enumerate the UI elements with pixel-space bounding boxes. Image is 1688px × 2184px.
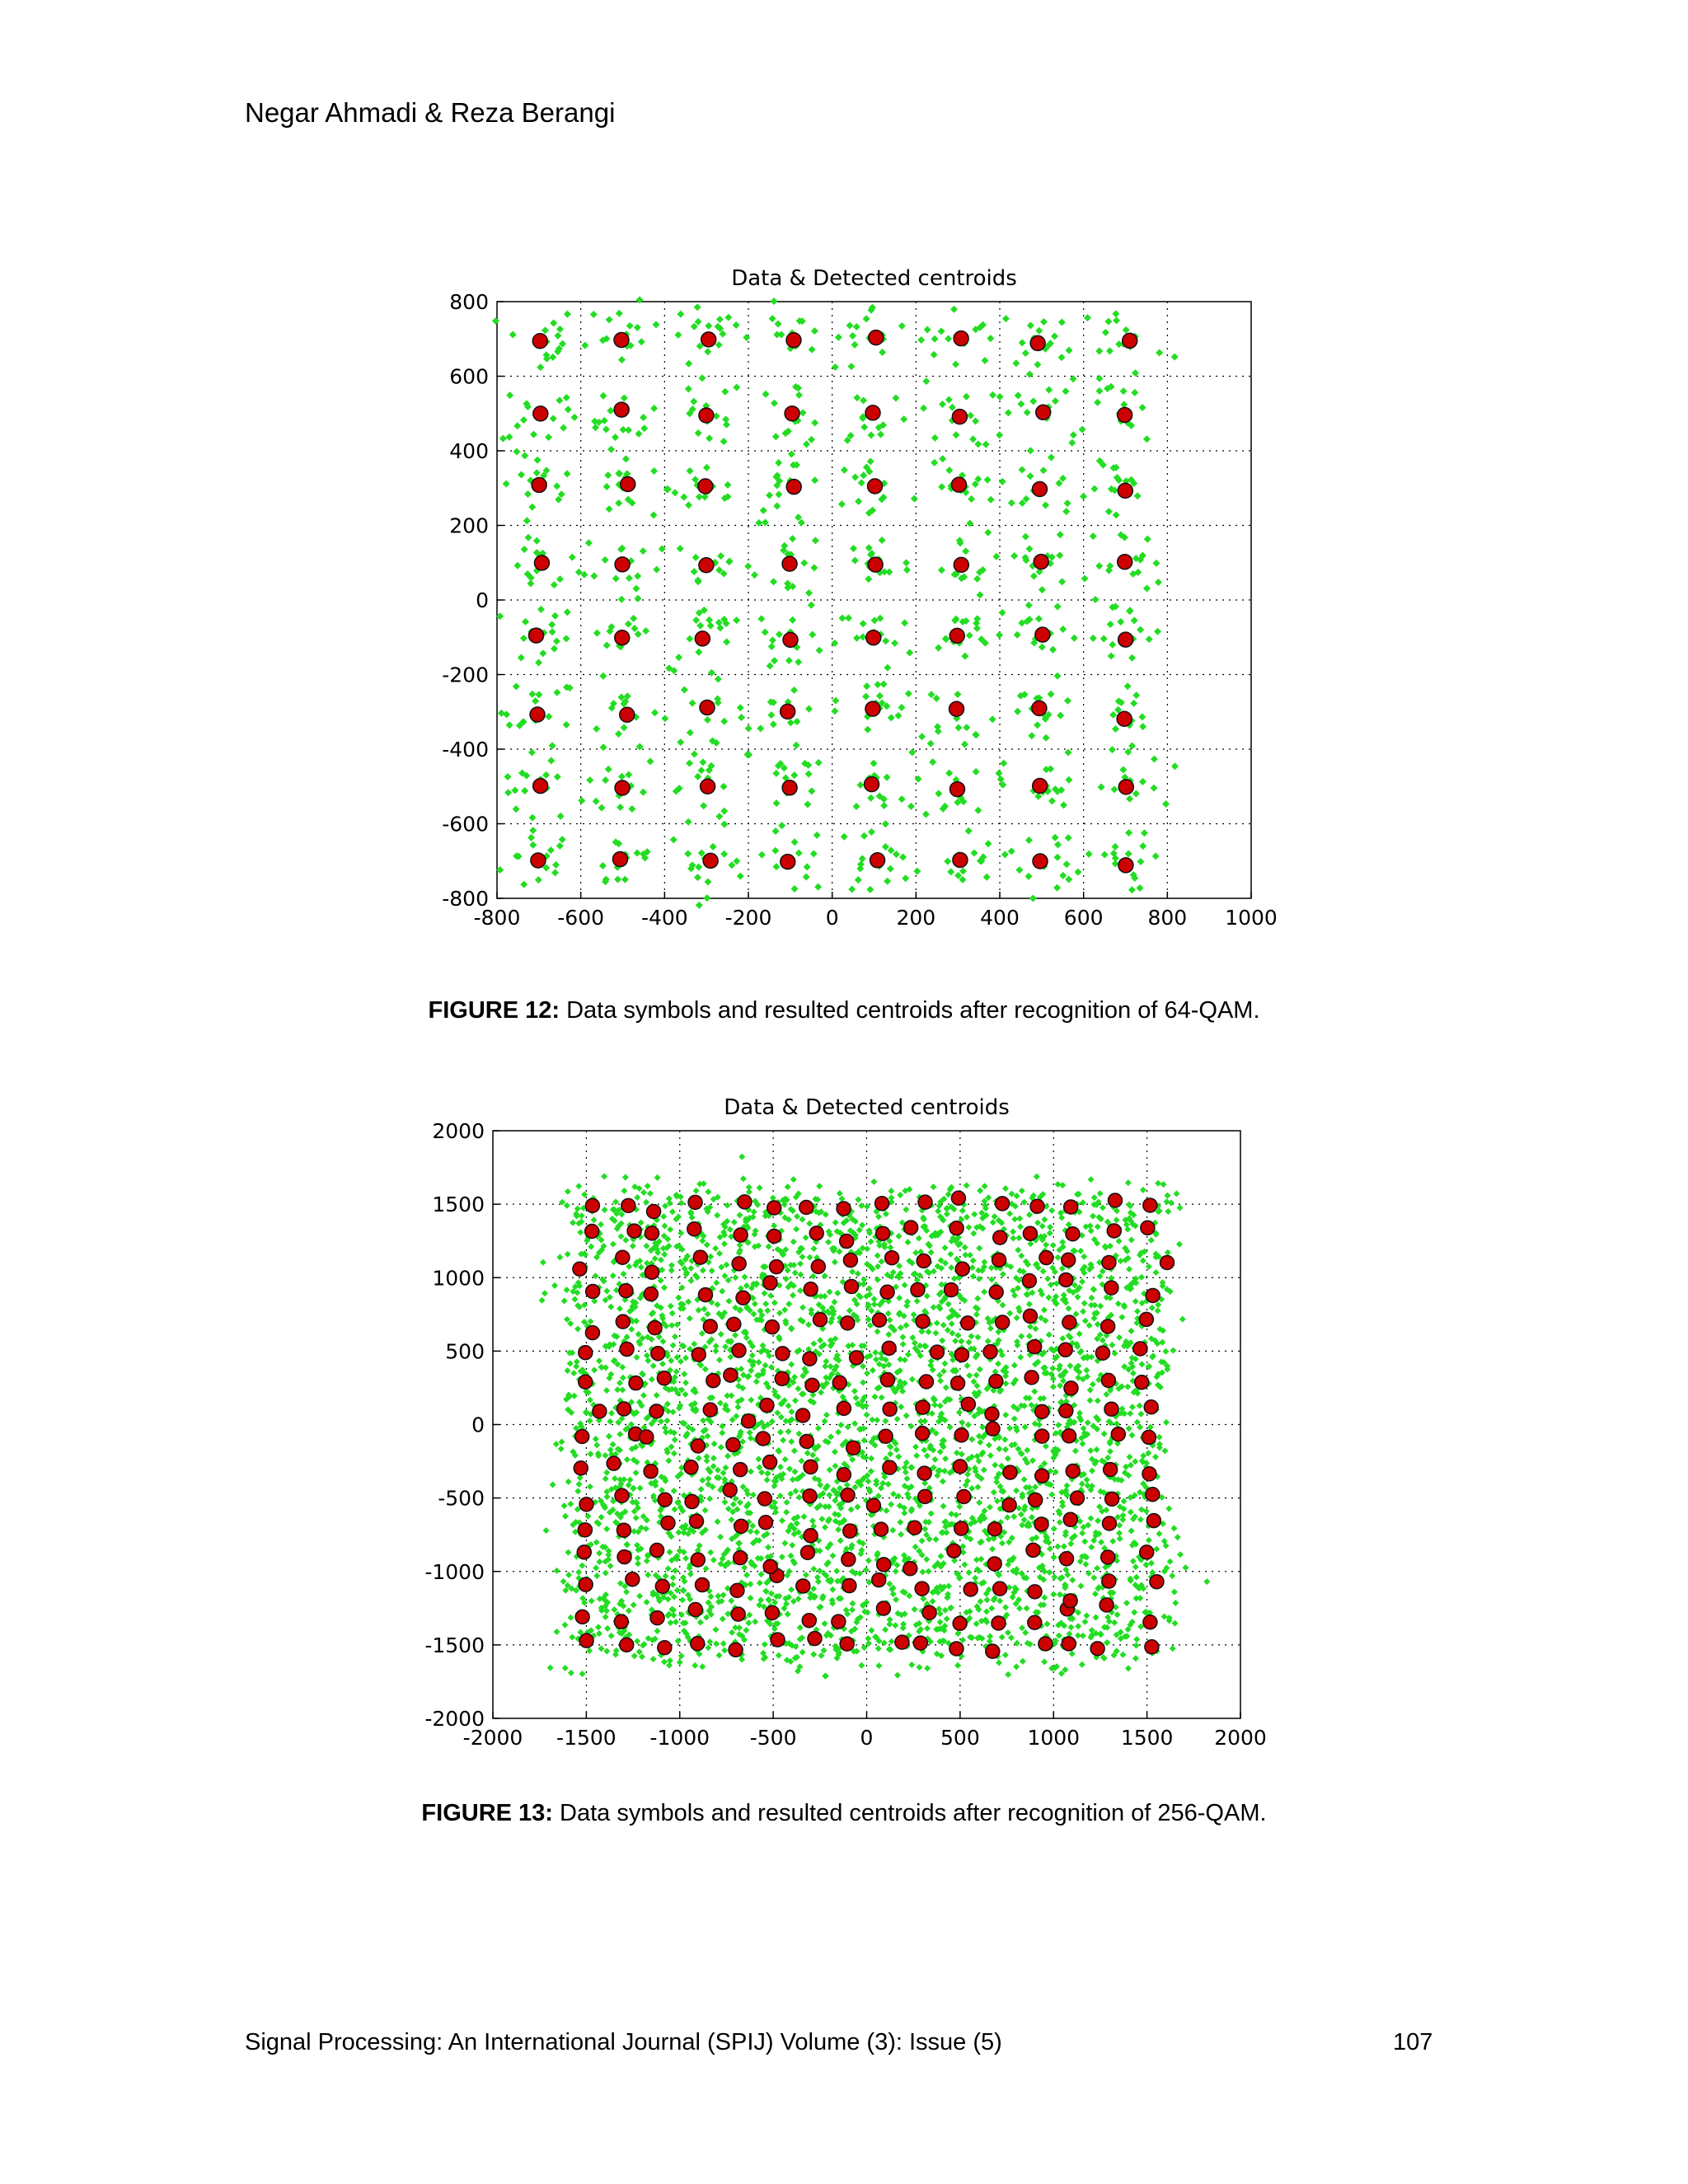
centroid-point	[770, 1260, 784, 1274]
centroid-point	[840, 1637, 854, 1651]
centroid-point	[876, 1226, 890, 1240]
centroid-point	[706, 1374, 720, 1388]
centroid-point	[872, 1573, 886, 1587]
centroid-point	[573, 1262, 587, 1276]
centroid-point	[885, 1251, 899, 1265]
centroid-point	[684, 1460, 698, 1474]
centroid-point	[883, 1460, 897, 1474]
centroid-point	[796, 1579, 810, 1593]
centroid-point	[842, 1579, 856, 1593]
centroid-point	[650, 1544, 664, 1558]
centroid-point	[1002, 1498, 1016, 1512]
centroid-point	[620, 1343, 634, 1357]
y-tick-label: -500	[438, 1486, 485, 1511]
centroid-point	[957, 1489, 971, 1503]
centroid-point	[814, 1313, 828, 1327]
centroid-point	[734, 1519, 748, 1533]
centroid-point	[757, 1492, 771, 1506]
centroid-point	[1035, 1404, 1049, 1418]
centroid-point	[579, 1375, 593, 1389]
x-tick-label: -600	[557, 906, 605, 930]
centroid-point	[661, 1516, 675, 1530]
y-tick-label: 400	[449, 439, 489, 463]
x-tick-label: 600	[1063, 906, 1104, 930]
y-tick-label: 1500	[432, 1193, 485, 1217]
centroid-point	[804, 1529, 818, 1543]
centroid-point	[724, 1368, 738, 1382]
x-tick-label: -800	[473, 906, 521, 930]
centroid-point	[922, 1605, 936, 1619]
centroid-point	[629, 1376, 643, 1390]
centroid-point	[903, 1562, 917, 1576]
centroid-point	[763, 1455, 777, 1469]
centroid-point	[689, 1514, 703, 1528]
centroid-point	[579, 1346, 593, 1360]
centroid-point	[765, 1320, 779, 1334]
centroid-point	[950, 1642, 964, 1656]
centroid-point	[918, 1195, 932, 1209]
centroid-point	[1034, 1517, 1048, 1531]
centroid-point	[837, 1202, 851, 1216]
running-header-author: Negar Ahmadi & Reza Berangi	[245, 97, 616, 128]
y-tick-label: -1000	[424, 1559, 485, 1584]
centroid-point	[658, 1493, 672, 1507]
centroid-point	[1026, 1543, 1040, 1557]
centroid-point	[986, 1644, 1000, 1658]
centroid-point	[732, 1343, 746, 1357]
centroid-point	[627, 1224, 641, 1238]
centroid-point	[876, 1601, 890, 1615]
centroid-point	[1028, 1615, 1042, 1629]
centroid-point	[648, 1321, 662, 1335]
y-tick-label: 200	[449, 513, 489, 538]
centroid-point	[655, 1579, 669, 1593]
x-tick-label: 400	[980, 906, 1020, 930]
centroid-point	[879, 1429, 893, 1443]
centroid-point	[837, 1401, 851, 1415]
y-tick-label: -2000	[424, 1707, 485, 1731]
x-tick-label: 1000	[1225, 906, 1278, 930]
y-tick-label: 600	[449, 364, 489, 389]
centroid-point	[731, 1607, 745, 1621]
centroid-point	[730, 1583, 744, 1597]
centroid-point	[767, 1201, 781, 1215]
centroid-point	[880, 1373, 894, 1387]
centroid-point	[692, 1347, 706, 1361]
centroid-point	[651, 1347, 665, 1361]
y-tick-label: -800	[442, 887, 489, 911]
centroid-point	[585, 1326, 599, 1340]
centroid-point	[916, 1427, 930, 1441]
centroid-point	[658, 1641, 672, 1655]
centroid-point	[913, 1636, 927, 1650]
centroid-point	[832, 1376, 846, 1390]
centroid-point	[771, 1633, 785, 1647]
centroid-point	[844, 1280, 858, 1294]
x-tick-label: -1500	[556, 1726, 617, 1750]
centroid-point	[961, 1316, 975, 1330]
centroid-point	[775, 1371, 789, 1385]
y-tick-label: -200	[442, 663, 489, 687]
centroid-point	[729, 1643, 743, 1657]
centroid-point	[742, 1414, 756, 1428]
centroid-point	[767, 1229, 781, 1243]
centroid-point	[607, 1456, 621, 1470]
centroid-point	[723, 1483, 737, 1497]
centroid-point	[841, 1316, 855, 1330]
x-tick-label: 0	[860, 1726, 874, 1750]
centroid-point	[904, 1221, 918, 1235]
x-tick-label: -400	[640, 906, 688, 930]
centroid-point	[577, 1545, 591, 1559]
centroid-point	[1023, 1226, 1037, 1240]
centroid-point	[916, 1315, 930, 1329]
centroid-point	[950, 1221, 964, 1235]
centroid-point	[691, 1439, 705, 1453]
centroid-point	[954, 1347, 968, 1361]
centroid-point	[760, 1399, 774, 1413]
x-tick-label: -2000	[462, 1726, 523, 1750]
centroid-point	[986, 1422, 1000, 1436]
centroid-point	[1063, 1594, 1077, 1608]
centroid-point	[734, 1551, 748, 1565]
centroid-point	[802, 1614, 816, 1628]
centroid-point	[989, 1374, 1003, 1388]
centroid-point	[803, 1352, 817, 1366]
centroid-point	[875, 1197, 889, 1211]
centroid-point	[698, 1288, 712, 1302]
centroid-point	[734, 1463, 748, 1477]
centroid-point	[626, 1572, 640, 1586]
centroid-point	[575, 1610, 589, 1624]
centroid-point	[685, 1495, 699, 1509]
centroid-point	[804, 1282, 818, 1296]
centroid-point	[776, 1347, 790, 1361]
centroid-point	[808, 1632, 822, 1646]
centroid-point	[987, 1522, 1001, 1536]
centroid-point	[996, 1315, 1010, 1329]
x-tick-label: 1500	[1120, 1726, 1174, 1750]
centroid-point	[693, 1250, 707, 1264]
centroid-point	[996, 1197, 1010, 1211]
centroid-point	[993, 1230, 1007, 1244]
y-tick-label: 500	[445, 1339, 485, 1364]
x-tick-label: -200	[724, 906, 772, 930]
x-tick-label: 800	[1147, 906, 1188, 930]
centroid-point	[883, 1402, 897, 1416]
x-tick-label: -500	[749, 1726, 797, 1750]
centroid-point	[919, 1375, 933, 1389]
centroid-point	[917, 1254, 931, 1268]
centroid-point	[645, 1226, 659, 1240]
centroid-point	[809, 1226, 823, 1240]
centroid-point	[1029, 1493, 1043, 1507]
centroid-point	[734, 1228, 748, 1242]
centroid-point	[842, 1553, 856, 1567]
y-tick-label: -600	[442, 812, 489, 837]
centroid-point	[688, 1195, 702, 1209]
centroid-point	[843, 1254, 857, 1268]
centroid-point	[811, 1259, 825, 1273]
centroid-point	[644, 1465, 658, 1479]
centroid-point	[843, 1524, 857, 1538]
centroid-point	[644, 1287, 658, 1301]
centroid-point	[985, 1407, 999, 1421]
centroid-point	[866, 1498, 880, 1512]
centroid-point	[621, 1198, 635, 1212]
x-tick-label: -1000	[649, 1726, 710, 1750]
centroid-point	[586, 1284, 600, 1298]
centroid-point	[917, 1466, 931, 1480]
centroid-point	[738, 1195, 752, 1209]
centroid-point	[953, 1460, 967, 1474]
centroid-point	[688, 1603, 702, 1617]
centroid-point	[1025, 1371, 1039, 1385]
y-tick-label: 2000	[432, 1119, 485, 1143]
centroid-point	[593, 1404, 607, 1418]
centroid-point	[579, 1497, 593, 1511]
centroid-point	[585, 1225, 599, 1239]
centroid-point	[954, 1521, 968, 1535]
centroid-point	[617, 1550, 631, 1564]
centroid-point	[955, 1262, 969, 1276]
centroid-point	[616, 1315, 630, 1329]
centroid-point	[945, 1283, 959, 1297]
centroid-point	[616, 1250, 630, 1264]
centroid-point	[687, 1222, 701, 1236]
chart-title: Data & Detected centroids	[724, 1095, 1010, 1120]
y-tick-label: -1500	[424, 1633, 485, 1657]
x-tick-label: 2000	[1214, 1726, 1267, 1750]
centroid-point	[1039, 1637, 1053, 1651]
centroid-point	[954, 1428, 968, 1442]
centroid-point	[736, 1291, 750, 1305]
x-tick-label: 200	[896, 906, 936, 930]
centroid-point	[872, 1313, 886, 1327]
centroid-point	[796, 1408, 810, 1422]
centroid-point	[765, 1605, 779, 1619]
centroid-point	[880, 1285, 894, 1299]
centroid-point	[989, 1285, 1003, 1299]
centroid-point	[915, 1582, 929, 1596]
centroid-point	[987, 1557, 1001, 1571]
centroid-point	[832, 1615, 846, 1629]
centroid-point	[947, 1544, 961, 1558]
centroid-point	[840, 1235, 854, 1249]
y-tick-label: -400	[442, 738, 489, 762]
centroid-point	[1023, 1309, 1037, 1323]
centroid-point	[650, 1611, 664, 1625]
centroid-point	[1028, 1340, 1042, 1354]
x-tick-label: 500	[940, 1726, 980, 1750]
chart-title: Data & Detected centroids	[731, 266, 1017, 291]
centroid-point	[1039, 1251, 1053, 1265]
centroid-point	[585, 1198, 599, 1212]
y-tick-label: 0	[476, 588, 489, 612]
centroid-point	[983, 1345, 997, 1359]
centroid-point	[1003, 1465, 1017, 1479]
centroid-point	[846, 1441, 860, 1455]
centroid-point	[882, 1341, 896, 1355]
figure-12-label: FIGURE 12:	[428, 997, 560, 1024]
y-tick-label: 1000	[432, 1266, 485, 1291]
centroid-point	[575, 1430, 589, 1444]
centroid-point	[763, 1559, 777, 1573]
centroid-point	[1030, 1199, 1044, 1213]
centroid-point	[951, 1191, 965, 1205]
centroid-point	[726, 1438, 740, 1452]
centroid-point	[691, 1637, 705, 1651]
y-tick-label: 800	[449, 290, 489, 314]
centroid-point	[961, 1397, 975, 1411]
centroid-point	[756, 1432, 770, 1446]
y-tick-label: 0	[471, 1413, 485, 1437]
centroid-point	[617, 1402, 631, 1416]
x-tick-label: 1000	[1027, 1726, 1081, 1750]
figure-12-text: Data symbols and resulted centroids after recognition of 64-QAM.	[560, 997, 1260, 1024]
centroid-point	[874, 1522, 888, 1536]
centroid-point	[617, 1523, 631, 1537]
centroid-point	[578, 1523, 592, 1537]
centroid-point	[911, 1282, 925, 1296]
centroid-point	[763, 1276, 777, 1290]
centroid-point	[907, 1521, 921, 1535]
centroid-point	[895, 1635, 909, 1649]
centroid-point	[804, 1460, 818, 1474]
centroid-point	[918, 1489, 932, 1503]
centroid-point	[1035, 1429, 1049, 1443]
centroid-point	[614, 1615, 628, 1629]
centroid-point	[1062, 1637, 1076, 1651]
centroid-point	[837, 1468, 851, 1482]
centroid-point	[649, 1404, 663, 1418]
centroid-point	[992, 1616, 1006, 1630]
centroid-point	[759, 1516, 773, 1530]
centroid-point	[803, 1489, 817, 1503]
centroid-point	[691, 1553, 705, 1567]
centroid-point	[579, 1633, 593, 1647]
centroid-point	[640, 1430, 654, 1444]
centroid-point	[1035, 1469, 1049, 1483]
centroid-point	[695, 1578, 709, 1592]
x-tick-label: 0	[825, 906, 839, 930]
centroid-point	[805, 1378, 819, 1392]
centroid-point	[615, 1488, 629, 1502]
centroid-point	[799, 1201, 814, 1215]
centroid-point	[800, 1545, 814, 1559]
centroid-point	[727, 1317, 741, 1331]
centroid-point	[850, 1351, 864, 1365]
centroid-point	[953, 1616, 967, 1630]
centroid-point	[1028, 1585, 1042, 1599]
centroid-point	[732, 1257, 746, 1271]
centroid-point	[657, 1371, 671, 1385]
centroid-point	[620, 1638, 634, 1652]
centroid-point	[930, 1345, 944, 1359]
centroid-point	[647, 1204, 661, 1218]
centroid-point	[877, 1558, 891, 1572]
centroid-point	[574, 1461, 588, 1475]
centroid-point	[619, 1284, 633, 1298]
centroid-point	[579, 1577, 593, 1591]
centroid-point	[841, 1488, 855, 1502]
centroid-point	[645, 1265, 659, 1279]
centroid-point	[799, 1434, 814, 1448]
centroid-point	[992, 1253, 1006, 1267]
centroid-point	[993, 1582, 1007, 1596]
centroid-point	[964, 1582, 978, 1596]
centroid-point	[951, 1376, 965, 1390]
centroid-point	[703, 1403, 717, 1417]
centroid-point	[703, 1319, 717, 1333]
centroid-point	[916, 1400, 930, 1414]
centroid-point	[1022, 1274, 1036, 1288]
